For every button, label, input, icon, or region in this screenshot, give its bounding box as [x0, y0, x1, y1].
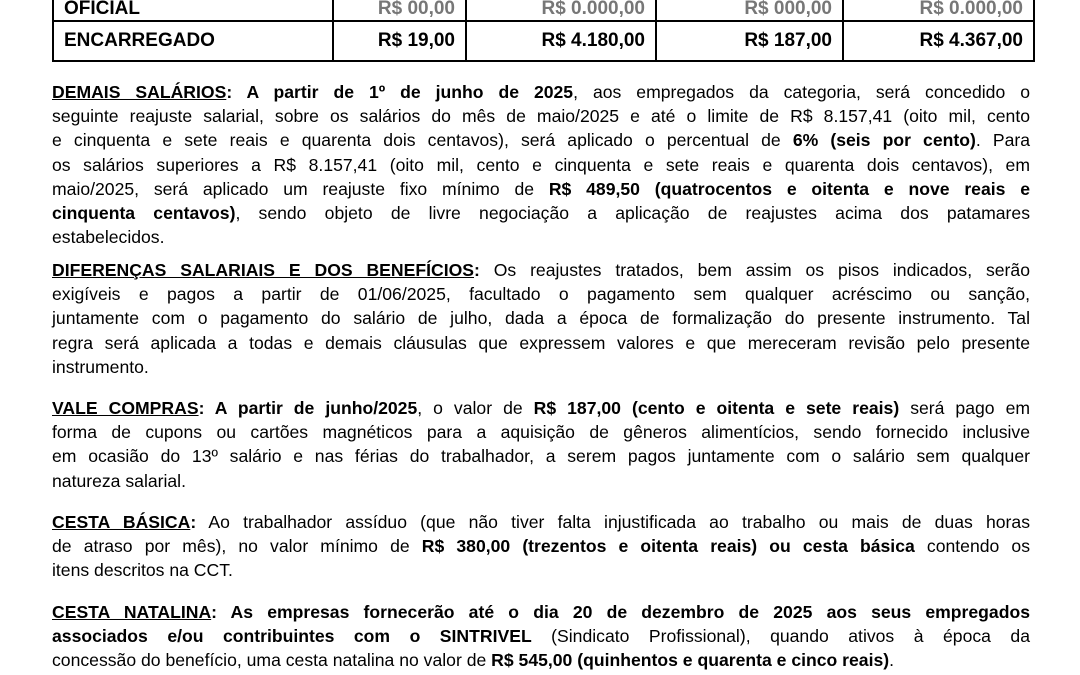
body-text: Os reajustes tratados, bem assim os pisos indicados, serão — [479, 260, 1030, 280]
paragraph-line: exigíveis e pagos a partir de 01/06/2025, facultado o pagamento sem qualquer acréscimo ou sanção, — [52, 284, 1030, 305]
paragraph-line — [52, 177, 1030, 201]
hour-value: R$ 00,00 — [333, 0, 466, 21]
table-row — [53, 0, 1034, 21]
bold-text: cinquenta centavos) — [52, 203, 236, 224]
table-row — [53, 21, 1034, 61]
paragraph-line: estabelecidos. — [52, 227, 165, 248]
month-value: R$ 0.000,00 — [466, 0, 656, 21]
section-heading: VALE COMPRAS — [52, 398, 199, 418]
section-heading: CESTA BÁSICA — [52, 512, 191, 532]
row-label: OFICIAL — [53, 0, 333, 21]
paragraph-line: natureza salarial. — [52, 470, 186, 491]
voucher-value: R$ 187,00 — [656, 21, 843, 61]
bold-text: R$ 187,00 (cento e oitenta e sete reais) — [533, 398, 900, 418]
body-text: concessão do benefício, uma cesta natalina no valor de — [52, 650, 492, 671]
paragraph-line: seguinte reajuste salarial, sobre os salários do mês de maio/2025 e até o limite de R$ 8.157,41 (oito mil, cento — [52, 106, 1030, 127]
body-text: e cinquenta e sete reais e quarenta dois centavos), será aplicado o percentual de — [52, 130, 793, 151]
body-text: maio/2025, será aplicado um reajuste fixo mínimo de — [52, 178, 549, 199]
paragraph-line — [52, 624, 1030, 648]
bold-text: associados e/ou contribuintes com o SINTRIVEL — [52, 626, 532, 647]
bold-text: R$ 380,00 (trezentos e oitenta reais) ou cesta básica — [421, 536, 915, 557]
paragraph-line — [52, 600, 1030, 624]
heading-colon: : — [198, 398, 205, 418]
body-text: de atraso por mês), no valor mínimo de — [52, 536, 422, 557]
bold-text: As empresas fornecerão até o dia 20 de dezembro de 2025 aos seus empregados — [217, 602, 1030, 622]
paragraph-line — [52, 534, 1030, 558]
paragraph-line — [52, 510, 1030, 534]
paragraph-line: regra será aplicada a todas e demais cláusulas que expressem valores e que mereceram revisão pelo presente — [52, 332, 1030, 353]
paragraph-line — [52, 648, 1030, 672]
section-heading: DEMAIS SALÁRIOS — [52, 82, 227, 102]
body-text: Ao trabalhador assíduo (que não tiver falta injustificada ao trabalho ou mais de duas horas — [196, 512, 1030, 532]
salary-table — [52, 0, 1035, 62]
bold-text: R$ 545,00 (quinhentos e quarenta e cinco reais) — [491, 650, 890, 671]
heading-colon: : — [226, 82, 233, 102]
section-diferencas-salariais — [52, 258, 1030, 379]
section-cesta-basica — [52, 510, 1030, 583]
body-text: , o valor de — [417, 398, 534, 418]
paragraph-line: forma de cupons ou cartões magnéticos para a aquisição de gêneros alimentícios, sendo fornecido inclusive — [52, 422, 1030, 443]
section-vale-compras — [52, 396, 1030, 493]
body-text: , sendo objeto de livre negociação a aplicação de reajustes acima dos patamares — [235, 203, 1030, 224]
row-label: ENCARREGADO — [53, 21, 333, 61]
paragraph-line: juntamente com o pagamento do salário de julho, dada a época de formalização do presente instrumento. Tal — [52, 308, 1030, 329]
section-demais-salarios — [52, 80, 1030, 249]
body-text: . — [889, 650, 894, 671]
voucher-value: R$ 000,00 — [656, 0, 843, 21]
paragraph-line — [52, 80, 1030, 104]
heading-colon: : — [211, 602, 218, 622]
total-value: R$ 0.000,00 — [843, 0, 1034, 21]
month-value: R$ 4.180,00 — [466, 21, 656, 61]
bold-text: A partir de junho/2025 — [204, 398, 418, 418]
paragraph-line: itens descritos na CCT. — [52, 560, 233, 581]
body-text: será pago em — [899, 398, 1031, 418]
bold-text: A partir de 1º de junho de 2025 — [232, 82, 574, 102]
section-heading: CESTA NATALINA — [52, 602, 212, 622]
paragraph-line: instrumento. — [52, 356, 149, 377]
paragraph-line — [52, 201, 1030, 225]
hour-value: R$ 19,00 — [333, 21, 466, 61]
section-cesta-natalina — [52, 600, 1030, 673]
section-heading: DIFERENÇAS SALARIAIS E DOS BENEFÍCIOS — [52, 260, 475, 280]
paragraph-line: os salários superiores a R$ 8.157,41 (oito mil, cento e cinquenta e sete reais e quarenta dois centavos), em — [52, 154, 1030, 175]
paragraph-line — [52, 128, 1030, 152]
bold-text: 6% (seis por cento) — [792, 130, 976, 151]
body-text: (Sindicato Profissional), quando ativos à época da — [531, 626, 1030, 647]
bold-text: R$ 489,50 (quatrocentos e oitenta e nove reais e — [548, 178, 1030, 199]
paragraph-line — [52, 396, 1030, 420]
paragraph-line: em ocasião do 13º salário e nas férias do trabalhador, a serem pagos juntamente com o salário sem qualquer — [52, 446, 1030, 467]
body-text: , aos empregados da categoria, será concedido o — [573, 82, 1030, 102]
heading-colon: : — [474, 260, 480, 280]
heading-colon: : — [190, 512, 197, 532]
body-text: contendo os — [914, 536, 1030, 557]
paragraph-line — [52, 258, 1030, 282]
body-text: . Para — [975, 130, 1030, 151]
total-value: R$ 4.367,00 — [843, 21, 1034, 61]
